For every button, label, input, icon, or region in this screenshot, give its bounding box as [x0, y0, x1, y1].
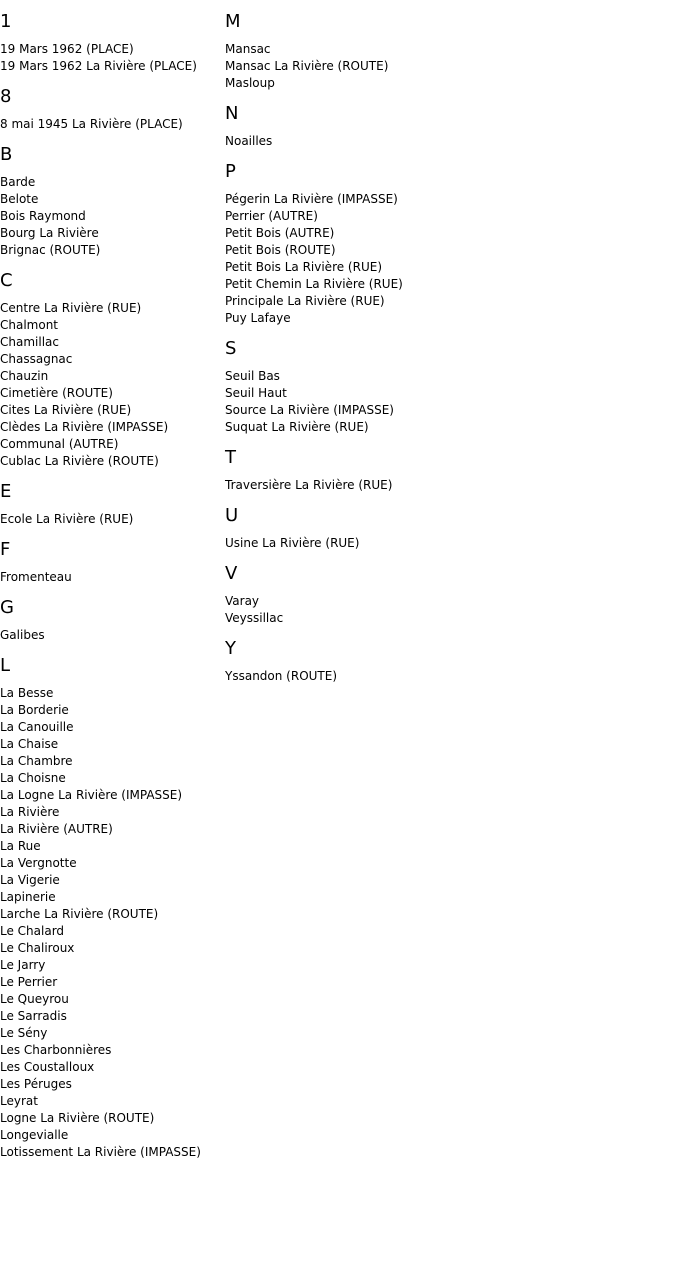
street-link[interactable]: La Chaise: [0, 737, 59, 751]
street-link[interactable]: Fromenteau: [0, 570, 72, 584]
street-link[interactable]: Seuil Bas: [225, 369, 280, 383]
section-letter-heading: Y: [225, 638, 236, 659]
street-link[interactable]: Cimetière (ROUTE): [0, 386, 113, 400]
street-list: [0, 174, 220, 259]
street-link[interactable]: Clèdes La Rivière (IMPASSE): [0, 420, 169, 434]
section-letter-heading: G: [0, 597, 14, 618]
street-link[interactable]: Bois Raymond: [0, 209, 86, 223]
street-link[interactable]: Petit Chemin La Rivière (RUE): [225, 277, 403, 291]
street-list: [0, 41, 220, 75]
street-link[interactable]: Puy Lafaye: [225, 311, 291, 325]
street-link[interactable]: Principale La Rivière (RUE): [225, 294, 385, 308]
street-link[interactable]: Brignac (ROUTE): [0, 243, 101, 257]
street-link[interactable]: La Choisne: [0, 771, 66, 785]
street-link[interactable]: Le Perrier: [0, 975, 58, 989]
street-link[interactable]: Perrier (AUTRE): [225, 209, 318, 223]
street-link[interactable]: Le Chaliroux: [0, 941, 75, 955]
street-link[interactable]: Mansac La Rivière (ROUTE): [225, 59, 389, 73]
section-letter-heading: B: [0, 144, 13, 165]
section-letter-heading: L: [0, 655, 11, 676]
street-link[interactable]: Leyrat: [0, 1094, 38, 1108]
street-link[interactable]: Communal (AUTRE): [0, 437, 119, 451]
street-link[interactable]: Source La Rivière (IMPASSE): [225, 403, 394, 417]
street-list: [0, 569, 220, 586]
street-link[interactable]: Centre La Rivière (RUE): [0, 301, 142, 315]
street-link[interactable]: Chamillac: [0, 335, 59, 349]
street-link[interactable]: La Borderie: [0, 703, 69, 717]
letter-section: [225, 638, 665, 685]
street-link[interactable]: Galibes: [0, 628, 45, 642]
section-letter-heading: C: [0, 270, 13, 291]
street-link[interactable]: Longevialle: [0, 1128, 69, 1142]
street-list: [0, 300, 220, 470]
street-link[interactable]: 19 Mars 1962 La Rivière (PLACE): [0, 59, 197, 73]
street-list: [225, 191, 665, 327]
street-list: [0, 627, 220, 644]
street-link[interactable]: Le Sarradis: [0, 1009, 67, 1023]
street-link[interactable]: La Rivière (AUTRE): [0, 822, 113, 836]
street-list: [225, 477, 665, 494]
section-letter-heading: V: [225, 563, 238, 584]
letter-section: [225, 161, 665, 327]
street-link[interactable]: Masloup: [225, 76, 275, 90]
street-link[interactable]: Le Queyrou: [0, 992, 69, 1006]
letter-section: [225, 11, 665, 92]
section-letter-heading: E: [0, 481, 12, 502]
index-column-left: [0, 0, 220, 1161]
letter-section: [225, 505, 665, 552]
street-link[interactable]: Veyssillac: [225, 611, 284, 625]
street-link[interactable]: La Chambre: [0, 754, 73, 768]
letter-section: [0, 86, 220, 133]
street-link[interactable]: Cites La Rivière (RUE): [0, 403, 132, 417]
letter-section: [225, 447, 665, 494]
street-link[interactable]: Belote: [0, 192, 39, 206]
street-list: [0, 116, 220, 133]
street-link[interactable]: Yssandon (ROUTE): [225, 669, 338, 683]
street-link[interactable]: Le Jarry: [0, 958, 46, 972]
street-link[interactable]: Les Coustalloux: [0, 1060, 95, 1074]
letter-section: [0, 481, 220, 528]
street-link[interactable]: Cublac La Rivière (ROUTE): [0, 454, 159, 468]
section-letter-heading: F: [0, 539, 11, 560]
street-link[interactable]: Mansac: [225, 42, 271, 56]
letter-section: [225, 103, 665, 150]
street-link[interactable]: Les Charbonnières: [0, 1043, 112, 1057]
street-link[interactable]: Petit Bois (ROUTE): [225, 243, 336, 257]
street-list: [0, 685, 220, 1161]
street-link[interactable]: Chauzin: [0, 369, 49, 383]
letter-section: [225, 338, 665, 436]
street-link[interactable]: Noailles: [225, 134, 273, 148]
street-link[interactable]: Barde: [0, 175, 36, 189]
street-link[interactable]: Lotissement La Rivière (IMPASSE): [0, 1145, 201, 1159]
section-letter-heading: U: [225, 505, 239, 526]
street-list: [225, 368, 665, 436]
street-link[interactable]: Petit Bois La Rivière (RUE): [225, 260, 383, 274]
section-letter-heading: 1: [0, 11, 12, 32]
street-link[interactable]: Pégerin La Rivière (IMPASSE): [225, 192, 398, 206]
street-list: [0, 511, 220, 528]
street-link[interactable]: Larche La Rivière (ROUTE): [0, 907, 159, 921]
street-list: [225, 668, 665, 685]
street-list: [225, 535, 665, 552]
street-link[interactable]: Chalmont: [0, 318, 59, 332]
section-letter-heading: N: [225, 103, 239, 124]
street-link[interactable]: 19 Mars 1962 (PLACE): [0, 42, 134, 56]
street-link[interactable]: Suquat La Rivière (RUE): [225, 420, 369, 434]
letter-section: [0, 144, 220, 259]
letter-section: [0, 655, 220, 1161]
street-link[interactable]: Usine La Rivière (RUE): [225, 536, 360, 550]
street-list: [225, 41, 665, 92]
section-letter-heading: P: [225, 161, 236, 182]
section-letter-heading: S: [225, 338, 237, 359]
street-link[interactable]: La Rue: [0, 839, 41, 853]
street-list: [225, 133, 665, 150]
street-link[interactable]: 8 mai 1945 La Rivière (PLACE): [0, 117, 183, 131]
street-link[interactable]: Les Péruges: [0, 1077, 72, 1091]
street-link[interactable]: La Besse: [0, 686, 54, 700]
street-link[interactable]: Le Sény: [0, 1026, 48, 1040]
street-link[interactable]: Le Chalard: [0, 924, 65, 938]
street-link[interactable]: Ecole La Rivière (RUE): [0, 512, 134, 526]
letter-section: [0, 539, 220, 586]
street-link[interactable]: La Canouille: [0, 720, 74, 734]
street-link[interactable]: La Rivière: [0, 805, 60, 819]
street-link[interactable]: La Logne La Rivière (IMPASSE): [0, 788, 183, 802]
letter-section: [0, 11, 220, 75]
street-link[interactable]: La Vigerie: [0, 873, 60, 887]
street-link[interactable]: Lapinerie: [0, 890, 56, 904]
street-link[interactable]: Traversière La Rivière (RUE): [225, 478, 393, 492]
street-link[interactable]: Chassagnac: [0, 352, 73, 366]
street-link[interactable]: Seuil Haut: [225, 386, 287, 400]
section-letter-heading: M: [225, 11, 241, 32]
letter-section: [0, 597, 220, 644]
street-link[interactable]: Varay: [225, 594, 260, 608]
letter-section: [225, 563, 665, 627]
letter-section: [0, 270, 220, 470]
street-link[interactable]: Petit Bois (AUTRE): [225, 226, 335, 240]
section-letter-heading: T: [225, 447, 236, 468]
street-link[interactable]: La Vergnotte: [0, 856, 77, 870]
section-letter-heading: 8: [0, 86, 12, 107]
index-column-right: [225, 0, 665, 685]
street-link[interactable]: Bourg La Rivière: [0, 226, 99, 240]
street-link[interactable]: Logne La Rivière (ROUTE): [0, 1111, 155, 1125]
street-list: [225, 593, 665, 627]
